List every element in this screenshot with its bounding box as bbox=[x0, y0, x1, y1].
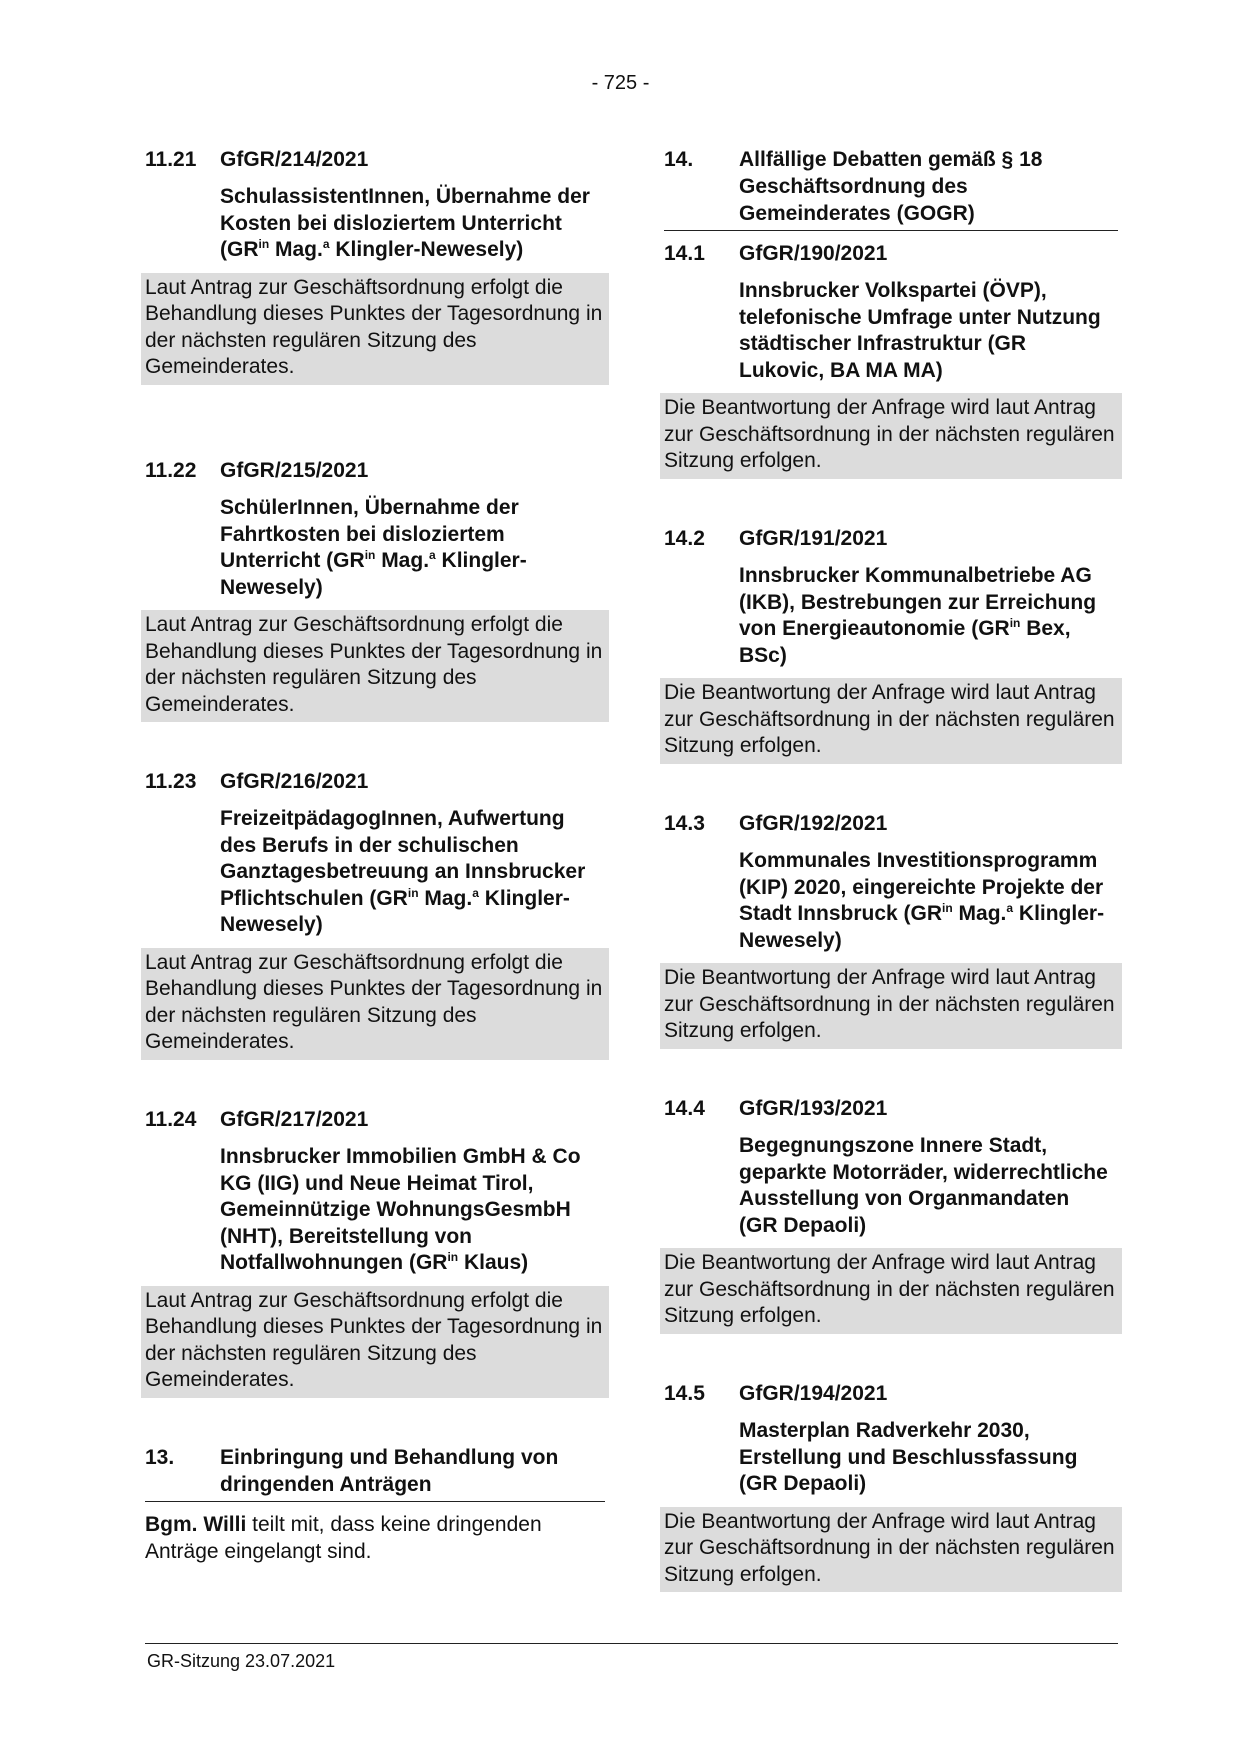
item-title: Innsbrucker Volkspartei (ÖVP), telefonische Umfrage unter Nutzung städtischer Infrastruktur (GR Lukovic, BA MA MA) bbox=[739, 279, 1101, 382]
item-code: GfGR/217/2021 bbox=[220, 1108, 369, 1131]
item-number: 11.21 bbox=[145, 148, 197, 171]
item-note: Die Beantwortung der Anfrage wird laut Antrag zur Geschäftsordnung in der nächsten regulären Sitzung erfolgen. bbox=[660, 1248, 1122, 1334]
item-number: 14.3 bbox=[664, 812, 705, 835]
item-code: GfGR/214/2021 bbox=[220, 148, 369, 171]
item-title: Masterplan Radverkehr 2030, Erstellung und Beschlussfassung (GR Depaoli) bbox=[739, 1419, 1078, 1495]
agenda-item bbox=[664, 1095, 1118, 1334]
section-title: Allfällige Debatten gemäß § 18 Geschäftsordnung des Gemeinderates (GOGR) bbox=[739, 148, 1043, 225]
agenda-item bbox=[664, 1380, 1118, 1592]
item-title: SchülerInnen, Übernahme der Fahrtkosten bei disloziertem Unterricht ($GR^{in}$ Mag.$^a$ Klingler-Newesely) bbox=[220, 496, 527, 599]
item-code: GfGR/194/2021 bbox=[739, 1382, 888, 1405]
item-number: 14.5 bbox=[664, 1382, 705, 1405]
agenda-item bbox=[664, 525, 1118, 764]
page-number: - 725 - bbox=[591, 72, 650, 94]
section-13 bbox=[145, 1444, 605, 1565]
item-title: Innsbrucker Immobilien GmbH & Co KG (IIG) und Neue Heimat Tirol, Gemeinnützige WohnungsGesmbH (NHT), Bereitstellung von Notfallwohnungen ($GR^{in}$ Klaus) bbox=[220, 1145, 581, 1274]
item-number: 11.24 bbox=[145, 1108, 197, 1131]
item-number: 14.1 bbox=[664, 242, 705, 265]
item-number: 11.22 bbox=[145, 459, 197, 482]
item-note: Laut Antrag zur Geschäftsordnung erfolgt die Behandlung dieses Punktes der Tagesordnung in der nächsten regulären Sitzung des Gemeinderates. bbox=[141, 610, 609, 722]
item-note: Die Beantwortung der Anfrage wird laut Antrag zur Geschäftsordnung in der nächsten regulären Sitzung erfolgen. bbox=[660, 1507, 1122, 1593]
item-note: Die Beantwortung der Anfrage wird laut Antrag zur Geschäftsordnung in der nächsten regulären Sitzung erfolgen. bbox=[660, 678, 1122, 764]
item-note: Laut Antrag zur Geschäftsordnung erfolgt die Behandlung dieses Punktes der Tagesordnung in der nächsten regulären Sitzung des Gemeinderates. bbox=[141, 273, 609, 385]
item-note: Laut Antrag zur Geschäftsordnung erfolgt die Behandlung dieses Punktes der Tagesordnung in der nächsten regulären Sitzung des Gemeinderates. bbox=[141, 948, 609, 1060]
agenda-item bbox=[145, 457, 605, 722]
item-number: 14.2 bbox=[664, 527, 705, 550]
agenda-item bbox=[664, 240, 1118, 479]
agenda-item bbox=[145, 146, 605, 385]
item-title: FreizeitpädagogInnen, Aufwertung des Berufs in der schulischen Ganztagesbetreuung an Innsbrucker Pflichtschulen ($GR^{in}$ Mag.$^a$ Klingler-Newesely) bbox=[220, 807, 586, 936]
footer-divider bbox=[145, 1643, 1118, 1644]
section-number: 13. bbox=[145, 1446, 175, 1469]
agenda-item bbox=[145, 1106, 605, 1398]
section-text: Bgm. Willi teilt mit, dass keine dringenden Anträge eingelangt sind. bbox=[145, 1513, 542, 1563]
item-title: Begegnungszone Innere Stadt, geparkte Motorräder, widerrechtliche Ausstellung von Organmandaten (GR Depaoli) bbox=[739, 1134, 1108, 1237]
item-code: GfGR/216/2021 bbox=[220, 770, 369, 793]
item-number: 11.23 bbox=[145, 770, 197, 793]
item-title: SchulassistentInnen, Übernahme der Kosten bei disloziertem Unterricht ($GR^{in}$ Mag.$^a$ Klingler-Newesely) bbox=[220, 185, 590, 261]
item-number: 14.4 bbox=[664, 1097, 705, 1120]
section-title: Einbringung und Behandlung von dringenden Anträgen bbox=[220, 1446, 559, 1496]
item-code: GfGR/190/2021 bbox=[739, 242, 888, 265]
footer-text: GR-Sitzung 23.07.2021 bbox=[147, 1651, 336, 1671]
speaker-name: Bgm. Willi bbox=[145, 1513, 247, 1536]
item-title: Kommunales Investitionsprogramm (KIP) 2020, eingereichte Projekte der Stadt Innsbruck ($GR^{in}$ Mag.$^a$ Klingler-Newesely) bbox=[739, 849, 1105, 952]
item-code: GfGR/193/2021 bbox=[739, 1097, 888, 1120]
item-code: GfGR/215/2021 bbox=[220, 459, 369, 482]
item-code: GfGR/192/2021 bbox=[739, 812, 888, 835]
item-code: GfGR/191/2021 bbox=[739, 527, 888, 550]
section-14 bbox=[664, 146, 1118, 231]
item-note: Die Beantwortung der Anfrage wird laut Antrag zur Geschäftsordnung in der nächsten regulären Sitzung erfolgen. bbox=[660, 393, 1122, 479]
item-title: Innsbrucker Kommunalbetriebe AG (IKB), Bestrebungen zur Erreichung von Energieautonomie ($GR^{in}$ Bex, BSc) bbox=[739, 564, 1097, 667]
agenda-item bbox=[664, 810, 1118, 1049]
section-number: 14. bbox=[664, 148, 694, 171]
agenda-item bbox=[145, 768, 605, 1060]
item-note: Die Beantwortung der Anfrage wird laut Antrag zur Geschäftsordnung in der nächsten regulären Sitzung erfolgen. bbox=[660, 963, 1122, 1049]
item-note: Laut Antrag zur Geschäftsordnung erfolgt die Behandlung dieses Punktes der Tagesordnung in der nächsten regulären Sitzung des Gemeinderates. bbox=[141, 1286, 609, 1398]
